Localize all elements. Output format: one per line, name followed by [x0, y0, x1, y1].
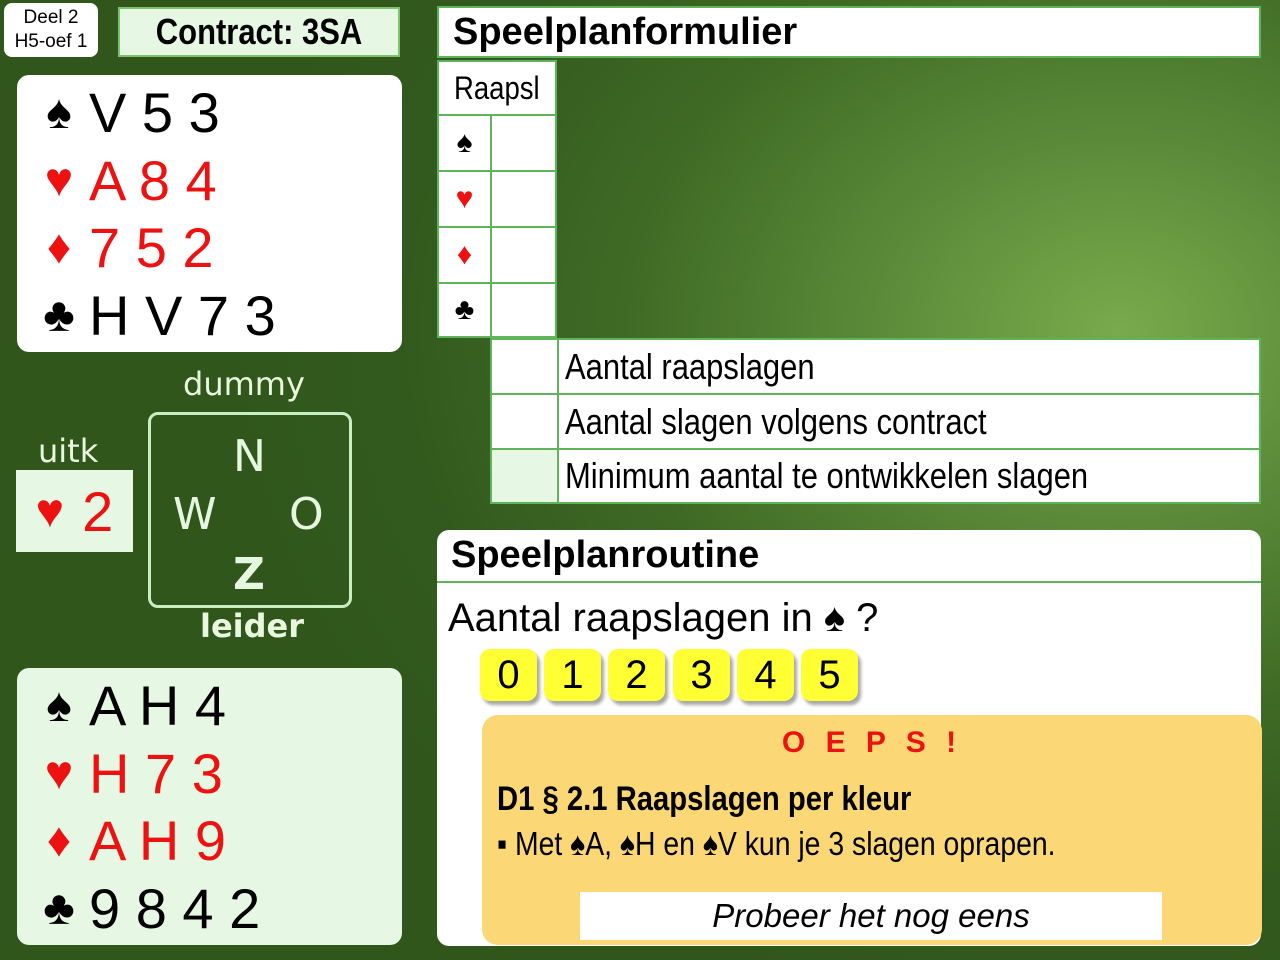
develop-tricks-text: Minimum aantal te ontwikkelen slagen [565, 455, 1089, 496]
answer-button-4[interactable]: 4 [737, 649, 794, 701]
rule-text: ▪ Met ♠A, ♠H en ♠V kun je 3 slagen oprapen. [497, 825, 1056, 862]
north-label: N [233, 431, 266, 482]
routine-title-text: Speelplanroutine [451, 534, 760, 576]
lead-card-rank: 2 [82, 479, 114, 543]
play-plan-form-title [437, 6, 1261, 58]
heart-icon: ♥ [44, 746, 74, 800]
club-icon: ♣ [454, 293, 475, 326]
total-tricks-label [557, 338, 1261, 395]
diamond-icon: ♦ [46, 814, 72, 868]
develop-tricks-input[interactable] [490, 448, 559, 504]
dummy-hand [17, 75, 402, 352]
heart-icon: ♥ [35, 484, 65, 538]
club-tricks-input[interactable] [490, 282, 557, 338]
diamond-icon: ♦ [46, 221, 72, 275]
answer-button-2[interactable]: 2 [608, 649, 665, 701]
contract-text: Contract: 3SA [155, 11, 363, 52]
declarer-clubs-row [31, 875, 402, 943]
form-diamond-cell [437, 226, 492, 284]
contract-tricks-label [557, 393, 1261, 450]
heart-icon: ♥ [44, 153, 74, 207]
compass-table [148, 412, 352, 608]
form-club-cell [437, 282, 492, 338]
spade-icon: ♠ [46, 86, 72, 140]
heart-tricks-input[interactable] [490, 170, 557, 228]
total-tricks-input[interactable] [490, 338, 559, 395]
develop-tricks-label [557, 448, 1261, 504]
diamond-icon: ♦ [456, 238, 473, 271]
spade-icon: ♠ [46, 679, 72, 733]
opening-lead-label: uitk [38, 432, 99, 470]
answer-button-0[interactable]: 0 [480, 649, 537, 701]
rule-title-text: D1 § 2.1 Raapslagen per kleur [497, 780, 912, 818]
dummy-label: dummy [183, 365, 305, 403]
declarer-hearts-cards: H 7 3 [89, 741, 223, 805]
form-spade-cell [437, 114, 492, 172]
answer-button-3[interactable]: 3 [673, 649, 730, 701]
form-title-text: Speelplanformulier [453, 10, 798, 53]
dummy-clubs-cards: H V 7 3 [89, 283, 276, 347]
declarer-label: leider [200, 607, 305, 645]
exercise-number: H5-oef 1 [14, 31, 88, 52]
contract-box [118, 7, 400, 57]
declarer-clubs-cards: 9 8 4 2 [89, 876, 261, 940]
retry-button[interactable] [580, 892, 1162, 940]
declarer-spades-cards: A H 4 [89, 674, 226, 738]
deal-number: Deel 2 [23, 7, 79, 28]
dummy-spades-cards: V 5 3 [89, 81, 220, 145]
declarer-diamonds-row [31, 807, 402, 875]
dummy-diamonds-row [31, 214, 402, 282]
club-icon: ♣ [43, 881, 75, 935]
rule-explanation [497, 825, 1146, 863]
contract-tricks-input[interactable] [490, 393, 559, 450]
declarer-diamonds-cards: A H 9 [89, 809, 226, 873]
contract-tricks-text: Aantal slagen volgens contract [565, 400, 987, 442]
west-label: W [173, 489, 217, 540]
routine-title [437, 530, 1261, 583]
raapsl-header-text: Raapsl [454, 69, 540, 106]
declarer-spades-row [31, 672, 402, 740]
feedback-title: O E P S ! [781, 726, 963, 759]
dummy-clubs-row [31, 282, 402, 350]
heart-icon: ♥ [455, 182, 474, 215]
declarer-hand [17, 668, 402, 945]
dummy-hearts-row [31, 147, 402, 215]
diamond-tricks-input[interactable] [490, 226, 557, 284]
dummy-hearts-cards: A 8 4 [89, 148, 217, 212]
declarer-hearts-row [31, 740, 402, 808]
dummy-spades-row [31, 79, 402, 147]
retry-label: Probeer het nog eens [712, 897, 1030, 934]
form-heart-cell [437, 170, 492, 228]
south-label: Z [233, 549, 265, 600]
east-label: O [289, 489, 324, 540]
spade-icon: ♠ [456, 126, 473, 159]
rule-reference [497, 780, 979, 819]
opening-lead-card [16, 470, 133, 552]
routine-question: Aantal raapslagen in ♠ ? [448, 596, 879, 640]
spade-tricks-input[interactable] [490, 114, 557, 172]
club-icon: ♣ [43, 288, 75, 342]
total-tricks-text: Aantal raapslagen [565, 345, 815, 387]
answer-button-5[interactable]: 5 [801, 649, 858, 701]
deal-badge [4, 3, 98, 57]
raapsl-column-header [437, 60, 557, 116]
dummy-diamonds-cards: 7 5 2 [89, 216, 214, 280]
answer-button-1[interactable]: 1 [544, 649, 601, 701]
